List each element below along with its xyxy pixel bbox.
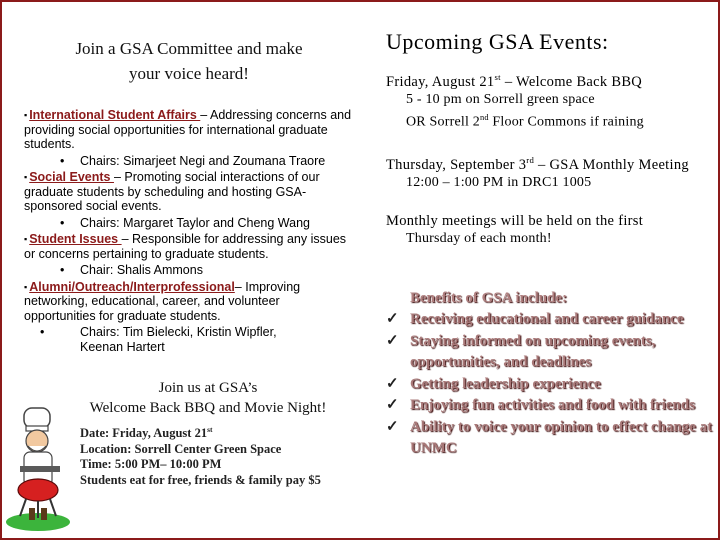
monthly-note: Monthly meetings will be held on the first: [386, 213, 644, 230]
events-title: Upcoming GSA Events:: [386, 29, 609, 54]
monthly-note: Thursday of each month!: [406, 231, 552, 247]
committee-name: Social Events: [29, 170, 114, 184]
benefit-item: ✓ Staying informed on upcoming events, opportunities, and deadlines: [386, 332, 656, 370]
committee-name: Alumni/Outreach/Interprofessional: [29, 279, 235, 294]
event-welcome-bbq: Friday, August 21st – Welcome Back BBQ: [386, 72, 643, 90]
committee-name: International Student Affairs: [29, 108, 201, 122]
chef-hat: [24, 408, 50, 428]
committee-chairs: • Chairs: Simarjeet Negi and Zoumana Traore: [60, 153, 326, 168]
bbq-time: Time: 5:00 PM– 10:00 PM: [80, 457, 222, 472]
committee-alumni: ▪ Alumni/Outreach/Interprofessional– Improving networking, educational, career, and volunteer opportunities for graduate students.: [24, 279, 301, 323]
event-detail: 5 - 10 pm on Sorrell green space: [406, 91, 595, 107]
spatula: [20, 466, 60, 472]
committee-student-issues: ▪ Student Issues – Responsible for addressing any issues or concerns pertaining to graduate students.: [24, 232, 347, 261]
benefit-item: ✓ Receiving educational and career guidance: [386, 309, 716, 331]
bbq-title: Join us at GSA’s Welcome Back BBQ and Movie Night!: [89, 380, 327, 416]
benefit-item: ✓ Getting leadership experience: [386, 374, 716, 396]
bbq-price: Students eat for free, friends & family pay $5: [80, 472, 321, 487]
bbq-date: Date: Friday, August 21st: [80, 425, 213, 441]
committee-name: Student Issues: [29, 232, 122, 246]
event-monthly-meeting: Thursday, September 3rd – GSA Monthly Meeting: [386, 155, 689, 174]
committee-chairs: • Chairs: Tim Bielecki, Kristin Wipfler, Keenan Hartert: [40, 325, 277, 354]
committee-social: ▪ Social Events – Promoting social interactions of our graduate students by scheduling and hosting GSA-sponsored social events.: [24, 170, 320, 213]
events-column: [386, 28, 712, 248]
bbq-location: Location: Sorrell Center Green Space: [80, 441, 282, 456]
committees-column: [24, 36, 354, 356]
committee-international: ▪ International Student Affairs – Addressing concerns and providing social opportunities for international graduate students.: [24, 108, 352, 151]
benefit-item: ✓ Enjoying fun activities and food with friends: [386, 395, 716, 417]
benefits-title: Benefits of GSA include:: [410, 290, 568, 306]
event-detail: OR Sorrell 2nd Floor Commons if raining: [406, 112, 644, 130]
committee-heading: Join a GSA Committee and make your voice heard!: [75, 39, 303, 83]
check-icon: ✓: [386, 418, 399, 435]
grill: [18, 479, 58, 501]
bbq-announcement: [58, 378, 358, 488]
committee-chairs: • Chair: Shalis Ammons: [60, 263, 203, 277]
event-detail: 12:00 – 1:00 PM in DRC1 1005: [406, 175, 592, 191]
check-icon: ✓: [386, 332, 399, 349]
benefits-list: [386, 288, 716, 460]
check-icon: ✓: [386, 375, 399, 392]
check-icon: ✓: [386, 311, 399, 327]
benefit-item: ✓ Ability to voice your opinion to effect change at UNMC: [386, 418, 713, 456]
check-icon: ✓: [386, 397, 399, 413]
committee-chairs: • Chairs: Margaret Taylor and Cheng Wang: [60, 215, 310, 230]
